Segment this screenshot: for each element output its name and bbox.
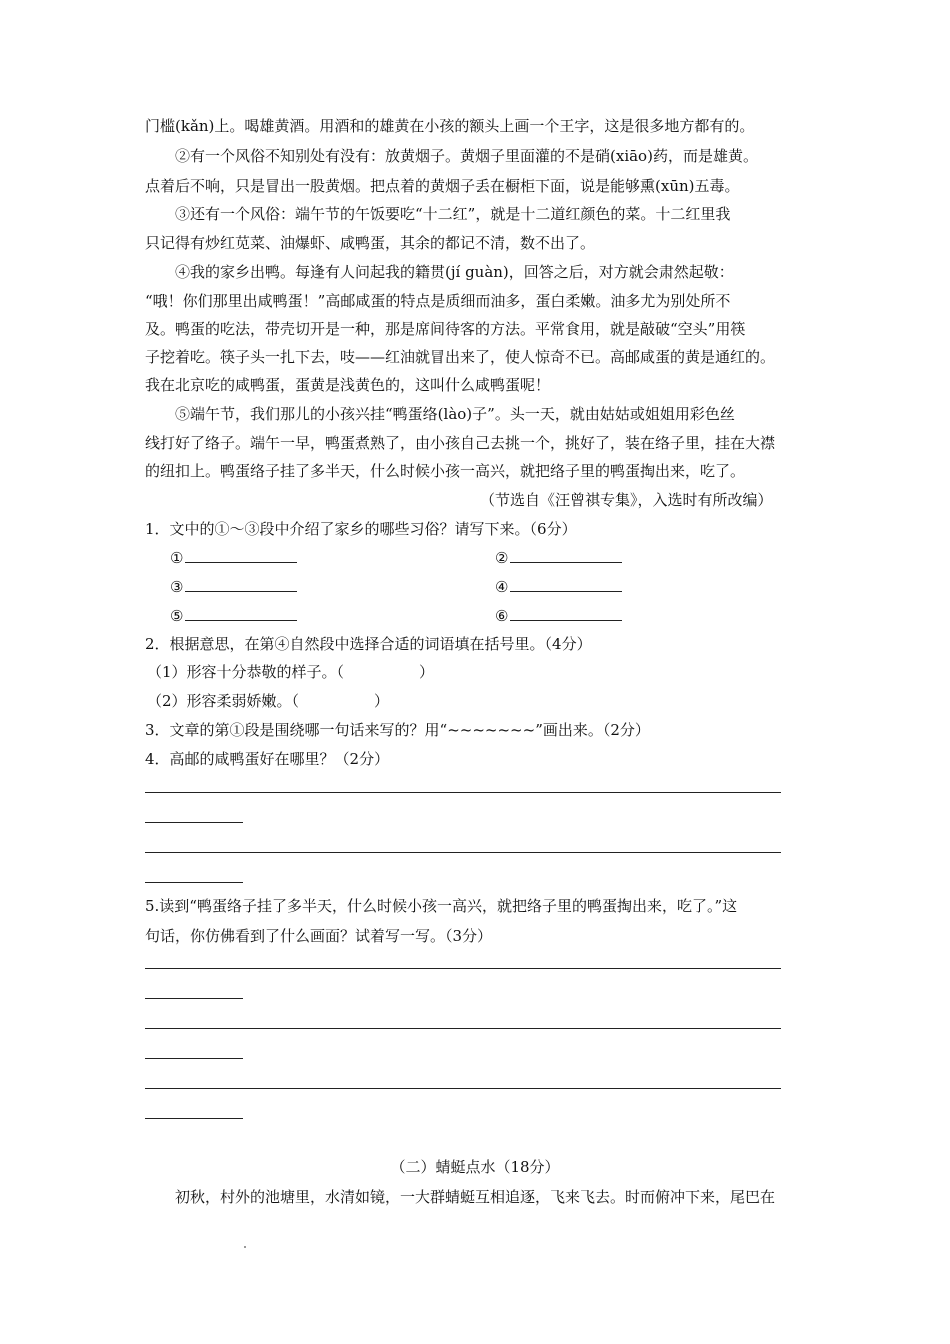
question-2-sub-2[interactable]: （2）形容柔弱娇嫩。（ ） [147,692,390,710]
section-2-title: （二）蜻蜓点水（18分） [390,1158,560,1176]
passage-line-7: “哦！你们那里出咸鸭蛋！”高邮咸蛋的特点是质细而油多，蛋白柔嫩。油多尤为别处所不 [145,292,731,310]
answer-line[interactable] [145,1118,243,1119]
blank-line [185,576,297,592]
answer-blank-1[interactable] [170,547,297,568]
question-2-sub-1[interactable]: （1）形容十分恭敬的样子。（ ） [147,663,435,681]
passage-line-3: 点着后不响，只是冒出一股黄烟。把点着的黄烟子丢在橱柜下面，说是能够熏(xūn)五毒。 [145,177,740,195]
passage-line-12: 线打好了络子。端午一早，鸭蛋煮熟了，由小孩自己去挑一个，挑好了，装在络子里，挂在大襟 [145,434,776,452]
answer-line[interactable] [145,1028,781,1029]
blank-label-3: ③ [170,578,184,596]
answer-line[interactable] [145,1058,243,1059]
answer-blank-6[interactable] [495,605,622,626]
blank-line [510,576,622,592]
question-3: 3．文章的第①段是围绕哪一句话来写的？用“~~~~~~~”画出来。（2分） [145,721,650,739]
passage-source: （节选自《汪曾祺专集》，入选时有所改编） [480,491,773,509]
question-2: 2．根据意思，在第④自然段中选择合适的词语填在括号里。（4分） [145,635,592,653]
passage-line-1: 门槛(kǎn)上。喝雄黄酒。用酒和的雄黄在小孩的额头上画一个王字，这是很多地方都有的。 [145,117,755,135]
answer-line[interactable] [145,968,781,969]
blank-label-1: ① [170,549,184,567]
blank-label-2: ② [495,549,509,567]
question-1: 1．文中的①～③段中介绍了家乡的哪些习俗？请写下来。（6分） [145,520,577,538]
answer-line[interactable] [145,998,243,999]
section-2-first-line: 初秋，村外的池塘里，水清如镜，一大群蜻蜓互相追逐，飞来飞去。时而俯冲下来，尾巴在 [175,1188,776,1206]
answer-blank-3[interactable] [170,576,297,597]
blank-line [510,605,622,621]
passage-line-4: ③还有一个风俗：端午节的午饭要吃“十二红”，就是十二道红颜色的菜。十二红里我 [175,205,731,223]
passage-line-5: 只记得有炒红苋菜、油爆虾、咸鸭蛋，其余的都记不清，数不出了。 [145,234,596,252]
question-4: 4．高邮的咸鸭蛋好在哪里？（2分） [145,750,390,768]
answer-line[interactable] [145,852,781,853]
passage-line-9: 子挖着吃。筷子头一扎下去，吱——红油就冒出来了，使人惊奇不已。高邮咸蛋的黄是通红的。 [145,348,776,366]
blank-line [185,605,297,621]
blank-label-6: ⑥ [495,607,509,625]
answer-line[interactable] [145,882,243,883]
passage-line-8: 及。鸭蛋的吃法，带壳切开是一种，那是席间待客的方法。平常食用，就是敲破“空头”用筷 [145,320,746,338]
answer-line[interactable] [145,1088,781,1089]
answer-blank-2[interactable] [495,547,622,568]
stray-mark [244,1246,246,1248]
answer-blank-5[interactable] [170,605,297,626]
passage-line-6: ④我的家乡出鸭。每逢有人问起我的籍贯(jí guàn)，回答之后，对方就会肃然起敬： [175,263,734,281]
question-5-line-1: 5.读到“鸭蛋络子挂了多半天，什么时候小孩一高兴，就把络子里的鸭蛋掏出来，吃了。”这 [145,897,738,915]
blank-line [185,547,297,563]
blank-label-5: ⑤ [170,607,184,625]
passage-line-13: 的纽扣上。鸭蛋络子挂了多半天，什么时候小孩一高兴，就把络子里的鸭蛋掏出来，吃了。 [145,462,746,480]
answer-blank-4[interactable] [495,576,622,597]
blank-label-4: ④ [495,578,509,596]
passage-line-11: ⑤端午节，我们那儿的小孩兴挂“鸭蛋络(lào)子”。头一天，就由姑姑或姐姐用彩色丝 [175,405,735,423]
passage-line-10: 我在北京吃的咸鸭蛋，蛋黄是浅黄色的，这叫什么咸鸭蛋呢！ [145,376,551,394]
answer-line[interactable] [145,792,781,793]
question-5-line-2: 句话，你仿佛看到了什么画面？试着写一写。（3分） [145,927,493,945]
passage-line-2: ②有一个风俗不知别处有没有：放黄烟子。黄烟子里面灌的不是硝(xiāo)药，而是雄黄。 [175,147,758,165]
blank-line [510,547,622,563]
answer-line[interactable] [145,822,243,823]
